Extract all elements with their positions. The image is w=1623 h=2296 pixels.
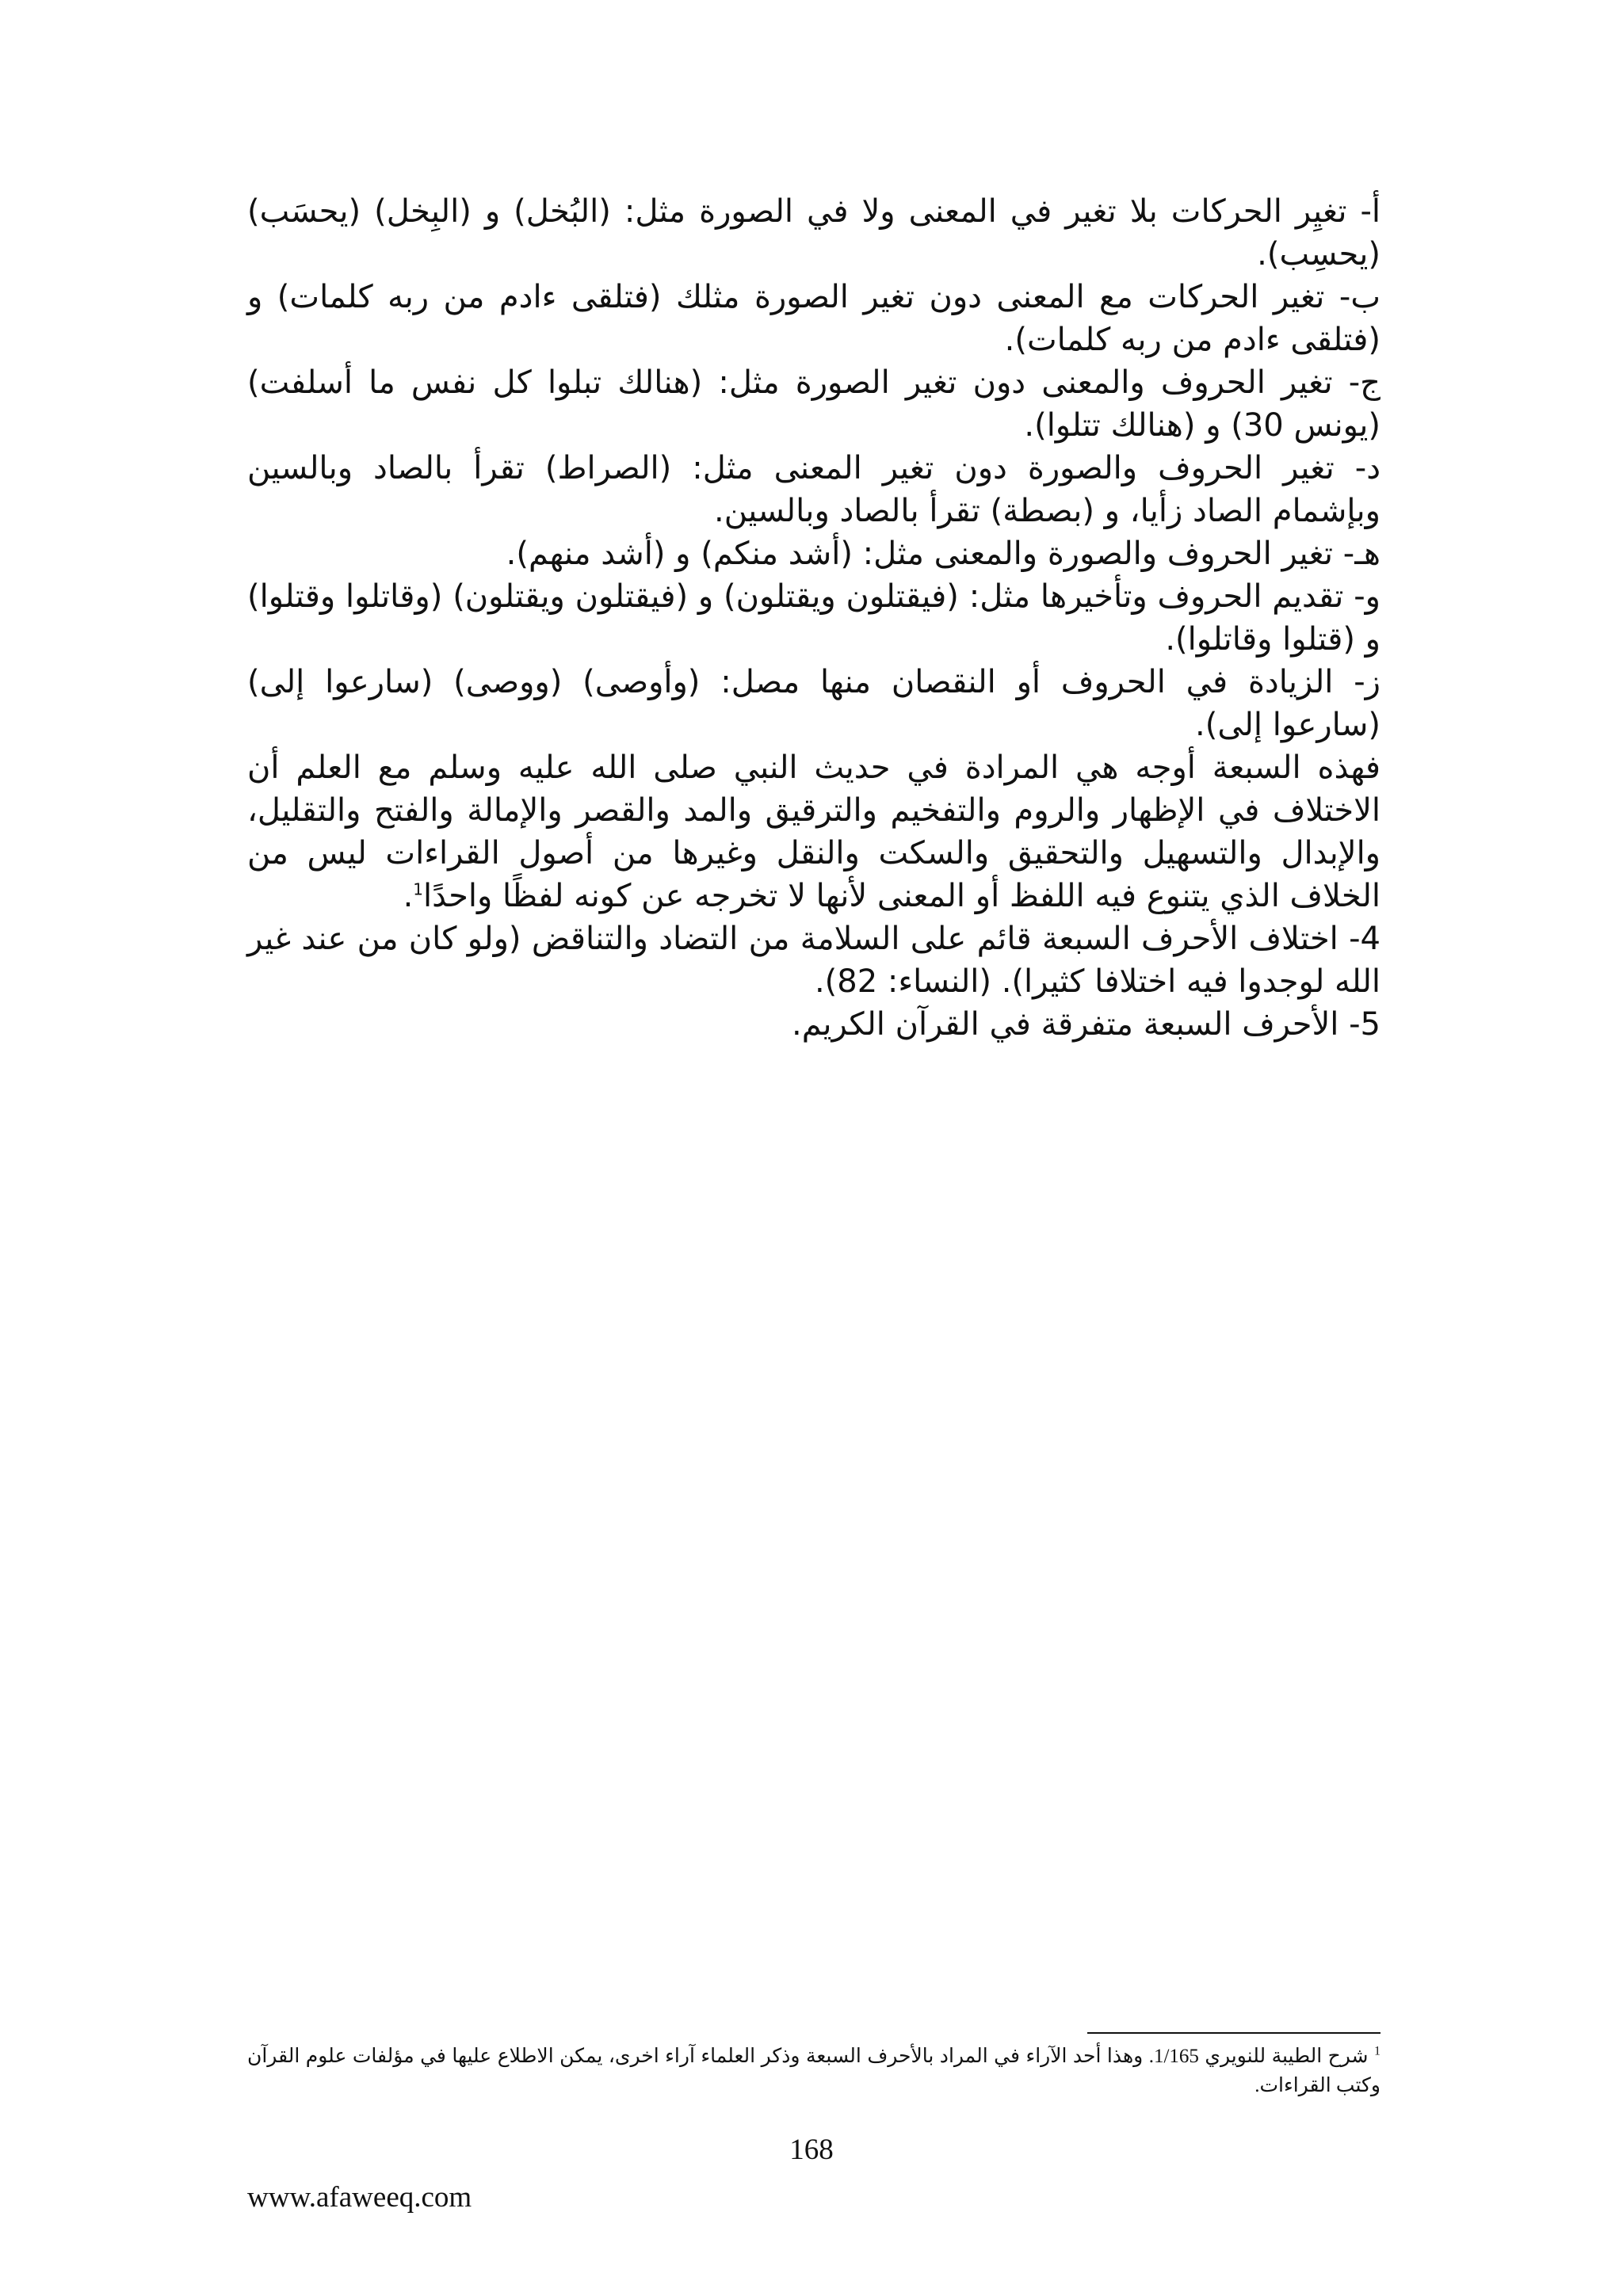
paragraph-summary: فهذه السبعة أوجه هي المرادة في حديث النبي صلى الله عليه وسلم مع العلم أن الاختلاف في الإظهار والروم والتفخيم والترقيق والمد والقصر والإمالة والفتح والتقليل، والإبدال والتسهيل والتحقيق والسكت والنقل وغيرها من أصول القراءات ليس من الخلاف الذي يتنوع فيه اللفظ أو المعنى لأنها لا تخرجه عن كونه لفظًا واحدًا$^1$. (247, 749, 1381, 914)
paragraph-a: أ- تغيِر الحركات بلا تغير في المعنى ولا في الصورة مثل: (البُخل) و (البِخل) (يحسَب) (يحسِب). (247, 193, 1381, 273)
paragraph-c: ج- تغير الحروف والمعنى دون تغير الصورة مثل: (هنالك تبلوا كل نفس ما أسلفت) (يونس 30) و (هنالك تتلوا). (247, 364, 1381, 444)
footnote-reference[interactable]: 1 (413, 879, 424, 899)
footnote (247, 2042, 1381, 2100)
footnote-divider (1087, 2032, 1381, 2034)
footnote-text: شرح الطيبة للنويري 1/165. وهذا أحد الآراء في المراد بالأحرف السبعة وذكر العلماء آراء اخرى، يمكن الاطلاع عليها في مؤلفات علوم القرآن وكتب القراءات. (247, 2046, 1381, 2096)
paragraph-z: ز- الزيادة في الحروف أو النقصان منها مصل: (وأوصى) (ووصى) (سارعوا إلى) (سارعوا إلى). (247, 664, 1381, 743)
site-url: www.afaweeq.com (247, 2181, 472, 2214)
footnote-marker: 1 (1374, 2044, 1381, 2058)
paragraph-b: ب- تغير الحركات مع المعنى دون تغير الصورة مثلك (فتلقى ءادم من ربه كلمات) و (فتلقى ءادم من ربه كلمات). (247, 279, 1381, 358)
paragraph-w: و- تقديم الحروف وتأخيرها مثل: (فيقتلون ويقتلون) و (فيقتلون ويقتلون) (وقاتلوا وقتلوا) و (قتلوا وقاتلوا). (247, 578, 1381, 658)
main-text-block (247, 190, 1381, 1046)
page-number: 168 (789, 2134, 834, 2166)
paragraph-d: د- تغير الحروف والصورة دون تغير المعنى مثل: (الصراط) تقرأ بالصاد وبالسين وبإشمام الصاد زأيا، و (بصطة) تقرأ بالصاد وبالسين. (247, 450, 1381, 529)
paragraph-point-5: 5- الأحرف السبعة متفرقة في القرآن الكريم. (791, 1006, 1381, 1043)
paragraph-h: هـ- تغير الحروف والصورة والمعنى مثل: (أشد منكم) و (أشد منهم). (506, 536, 1381, 572)
paragraph-summary-text: فهذه السبعة أوجه هي المرادة في حديث النبي صلى الله عليه وسلم مع العلم أن الاختلاف في الإظهار والروم والتفخيم والترقيق والمد والقصر والإمالة والفتح والتقليل، والإبدال والتسهيل والتحقيق والسكت والنقل وغيرها من أصول القراءات ليس من الخلاف الذي يتنوع فيه اللفظ أو المعنى لأنها لا تخرجه عن كونه لفظًا واحدًا (247, 749, 1381, 914)
paragraph-point-4: 4- اختلاف الأحرف السبعة قائم على السلامة من التضاد والتناقض (ولو كان من عند غير الله لوجدوا فيه اختلافا كثيرا). (النساء: 82). (247, 921, 1381, 1000)
